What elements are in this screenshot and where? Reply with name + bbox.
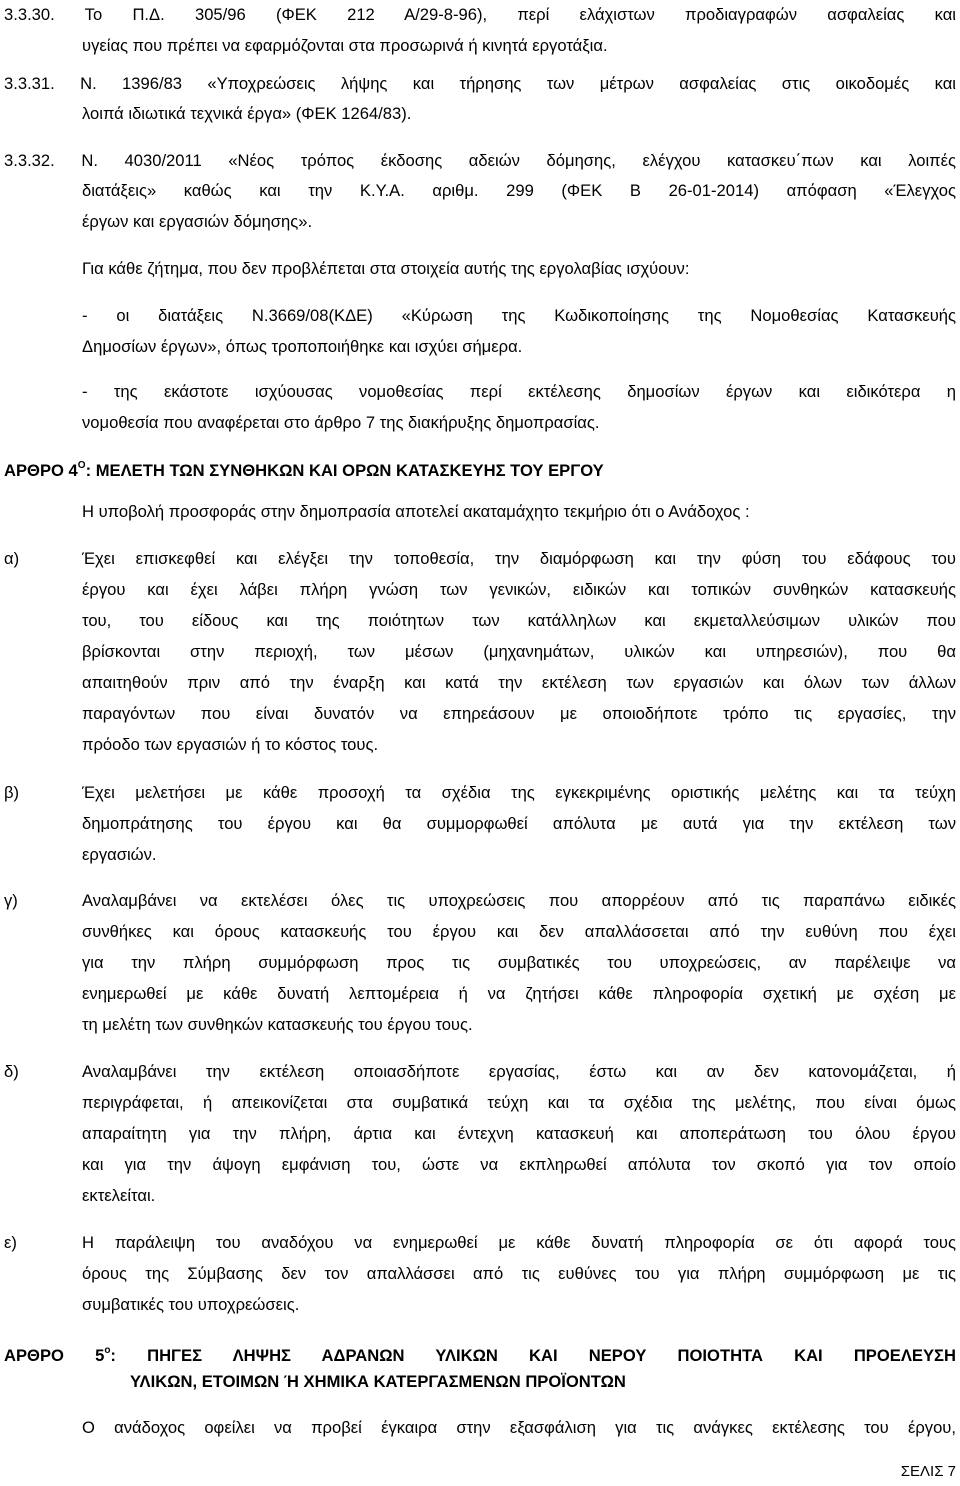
paragraph-line: - οι διατάξεις Ν.3669/08(ΚΔΕ) «Κύρωση της Κωδικοποίησης της Νομοθεσίας Κατασκευής <box>82 306 956 325</box>
item-label-c: γ) <box>4 891 18 910</box>
paragraph-line: 3.3.31. Ν. 1396/83 «Υποχρεώσεις λήψης και τήρησης των μέτρων ασφαλείας στις οικοδομές και <box>4 74 956 93</box>
item-e-line: Η παράλειψη του αναδόχου να ενημερωθεί με κάθε δυνατή πληροφορία σε ότι αφορά τους <box>82 1233 956 1252</box>
item-a-line: Έχει επισκεφθεί και ελέγξει την τοποθεσία, την διαμόρφωση και την φύση του εδάφους του <box>82 549 956 568</box>
paragraph-line: λοιπά ιδιωτικά τεχνικά έργα» (ΦΕΚ 1264/83). <box>82 104 412 123</box>
item-b-line: εργασιών. <box>82 845 157 864</box>
item-c-line: Αναλαμβάνει να εκτελέσει όλες τις υποχρεώσεις που απορρέουν από τις παραπάνω ειδικές <box>82 891 956 910</box>
item-b-line: δημοπράτησης του έργου και θα συμμορφωθεί απόλυτα με αυτά για την εκτέλεση των <box>82 814 956 833</box>
item-a-line: παραγόντων που είναι δυνατόν να επηρεάσουν με οποιοδήποτε τρόπο τις εργασίες, την <box>82 704 956 723</box>
item-c-line: για την πλήρη συμμόρφωση προς τις συμβατικές του υποχρεώσεις, αν παρέλειψε να <box>82 953 956 972</box>
paragraph-line: Δημοσίων έργων», όπως τροποποιήθηκε και ισχύει σήμερα. <box>82 337 523 356</box>
item-e-line: όρους της Σύμβασης δεν τον απαλλάσσει από τις ευθύνες του για πλήρη συμμόρφωση με τις <box>82 1264 956 1283</box>
item-a-line: απαιτηθούν πριν από την έναρξη και κατά την εκτέλεση των εργασιών και όλων των άλλων <box>82 673 956 692</box>
item-a-line: βρίσκονται στην περιοχή, των μέσων (μηχανημάτων, υλικών και υπηρεσιών), που θα <box>82 642 956 661</box>
article-4-prefix: ΑΡΘΡΟ 4 <box>4 461 78 480</box>
item-c-line: τη μελέτη των συνθηκών κατασκευής του έργου τους. <box>82 1015 473 1034</box>
item-b-line: Έχει μελετήσει με κάθε προσοχή τα σχέδια της εγκεκριμένης οριστικής μελέτης και τα τεύχη <box>82 783 956 802</box>
paragraph-line: νομοθεσία που αναφέρεται στο άρθρο 7 της διακήρυξης δημοπρασίας. <box>82 413 600 432</box>
item-label-d: δ) <box>4 1062 19 1081</box>
item-d-line: και για την άψογη εμφάνιση του, ώστε να εκπληρωθεί απόλυτα τον σκοπό για τον οποίο <box>82 1155 956 1174</box>
item-c-line: ενημερωθεί με κάθε δυνατή λεπτομέρεια ή να ζητήσει κάθε πληροφορία σχετική με σχέση με <box>82 984 956 1003</box>
item-label-b: β) <box>4 783 20 802</box>
article-5-prefix: ΑΡΘΡΟ 5 <box>4 1346 105 1365</box>
page-number: ΣΕΛΙΣ 7 <box>900 1463 956 1480</box>
article-4-intro: Η υποβολή προσφοράς στην δημοπρασία αποτελεί ακαταμάχητο τεκμήριο ότι ο Ανάδοχος : <box>82 502 750 521</box>
article-5-heading-line-2: ΥΛΙΚΩΝ, ΕΤΟΙΜΩΝ Ή ΧΗΜΙΚΑ ΚΑΤΕΡΓΑΣΜΕΝΩΝ ΠΡΟΪΟΝΤΩΝ <box>130 1372 626 1391</box>
item-a-line: του, του είδους και της ποιότητων των κατάλληλων και εκμεταλλεύσιμων υλικών που <box>82 611 956 630</box>
paragraph-line: Για κάθε ζήτημα, που δεν προβλέπεται στα στοιχεία αυτής της εργολαβίας ισχύουν: <box>82 259 690 278</box>
item-d-line: απαραίτητη για την πλήρη, άρτια και έντεχνη κατασκευή και αποπεράτωση του όλου έργου <box>82 1124 956 1143</box>
article-4-superscript: Ο <box>77 460 86 471</box>
item-d-line: Αναλαμβάνει την εκτέλεση οποιασδήποτε εργασίας, έστω και αν δεν κατονομάζεται, ή <box>82 1062 956 1081</box>
paragraph-line: 3.3.32. Ν. 4030/2011 «Νέος τρόπος έκδοσης αδειών δόμησης, ελέγχου κατασκευ΄πων και λοιπές <box>4 151 956 170</box>
paragraph-line: 3.3.30. Το Π.Δ. 305/96 (ΦΕΚ 212 Α/29-8-96), περί ελάχιστων προδιαγραφών ασφαλείας και <box>4 5 956 24</box>
article-5-intro: Ο ανάδοχος οφείλει να προβεί έγκαιρα στην εξασφάλιση για τις ανάγκες εκτέλεσης του έργου, <box>82 1418 956 1437</box>
paragraph-line: διατάξεις» καθώς και την Κ.Υ.Α. αριθμ. 299 (ΦΕΚ Β 26-01-2014) απόφαση «Έλεγχος <box>82 181 956 200</box>
paragraph-line: υγείας που πρέπει να εφαρμόζονται στα προσωρινά ή κινητά εργοτάξια. <box>82 36 608 55</box>
article-4-heading <box>4 456 604 481</box>
paragraph-line: - της εκάστοτε ισχύουσας νομοθεσίας περί εκτέλεσης δημοσίων έργων και ειδικότερα η <box>82 382 956 401</box>
paragraph-line: έργων και εργασιών δόμησης». <box>82 212 313 231</box>
item-d-line: εκτελείται. <box>82 1186 156 1205</box>
article-4-title: : ΜΕΛΕΤΗ ΤΩΝ ΣΥΝΘΗΚΩΝ ΚΑΙ ΟΡΩΝ ΚΑΤΑΣΚΕΥΗΣ ΤΟΥ ΕΡΓΟΥ <box>85 461 604 480</box>
article-5-superscript: ο <box>104 1345 111 1356</box>
item-d-line: περιγράφεται, ή απεικονίζεται στα συμβατικά τεύχη και τα σχέδια της μελέτης, που είναι όμως <box>82 1093 956 1112</box>
item-label-a: α) <box>4 549 20 568</box>
item-c-line: συνθήκες και όρους κατασκευής του έργου και δεν απαλλάσσεται από την ευθύνη που έχει <box>82 922 956 941</box>
item-label-e: ε) <box>4 1233 17 1252</box>
item-a-line: πρόοδο των εργασιών ή το κόστος τους. <box>82 735 379 754</box>
article-5-title: : ΠΗΓΕΣ ΛΗΨΗΣ ΑΔΡΑΝΩΝ ΥΛΙΚΩΝ ΚΑΙ ΝΕΡΟΥ ΠΟΙΟΤΗΤΑ ΚΑΙ ΠΡΟΕΛΕΥΣΗ <box>110 1346 956 1365</box>
article-5-heading <box>4 1341 956 1366</box>
item-e-line: συμβατικές του υποχρεώσεις. <box>82 1295 300 1314</box>
item-a-line: έργου και έχει λάβει πλήρη γνώση των γενικών, ειδικών και τοπικών συνθηκών κατασκευής <box>82 580 956 599</box>
